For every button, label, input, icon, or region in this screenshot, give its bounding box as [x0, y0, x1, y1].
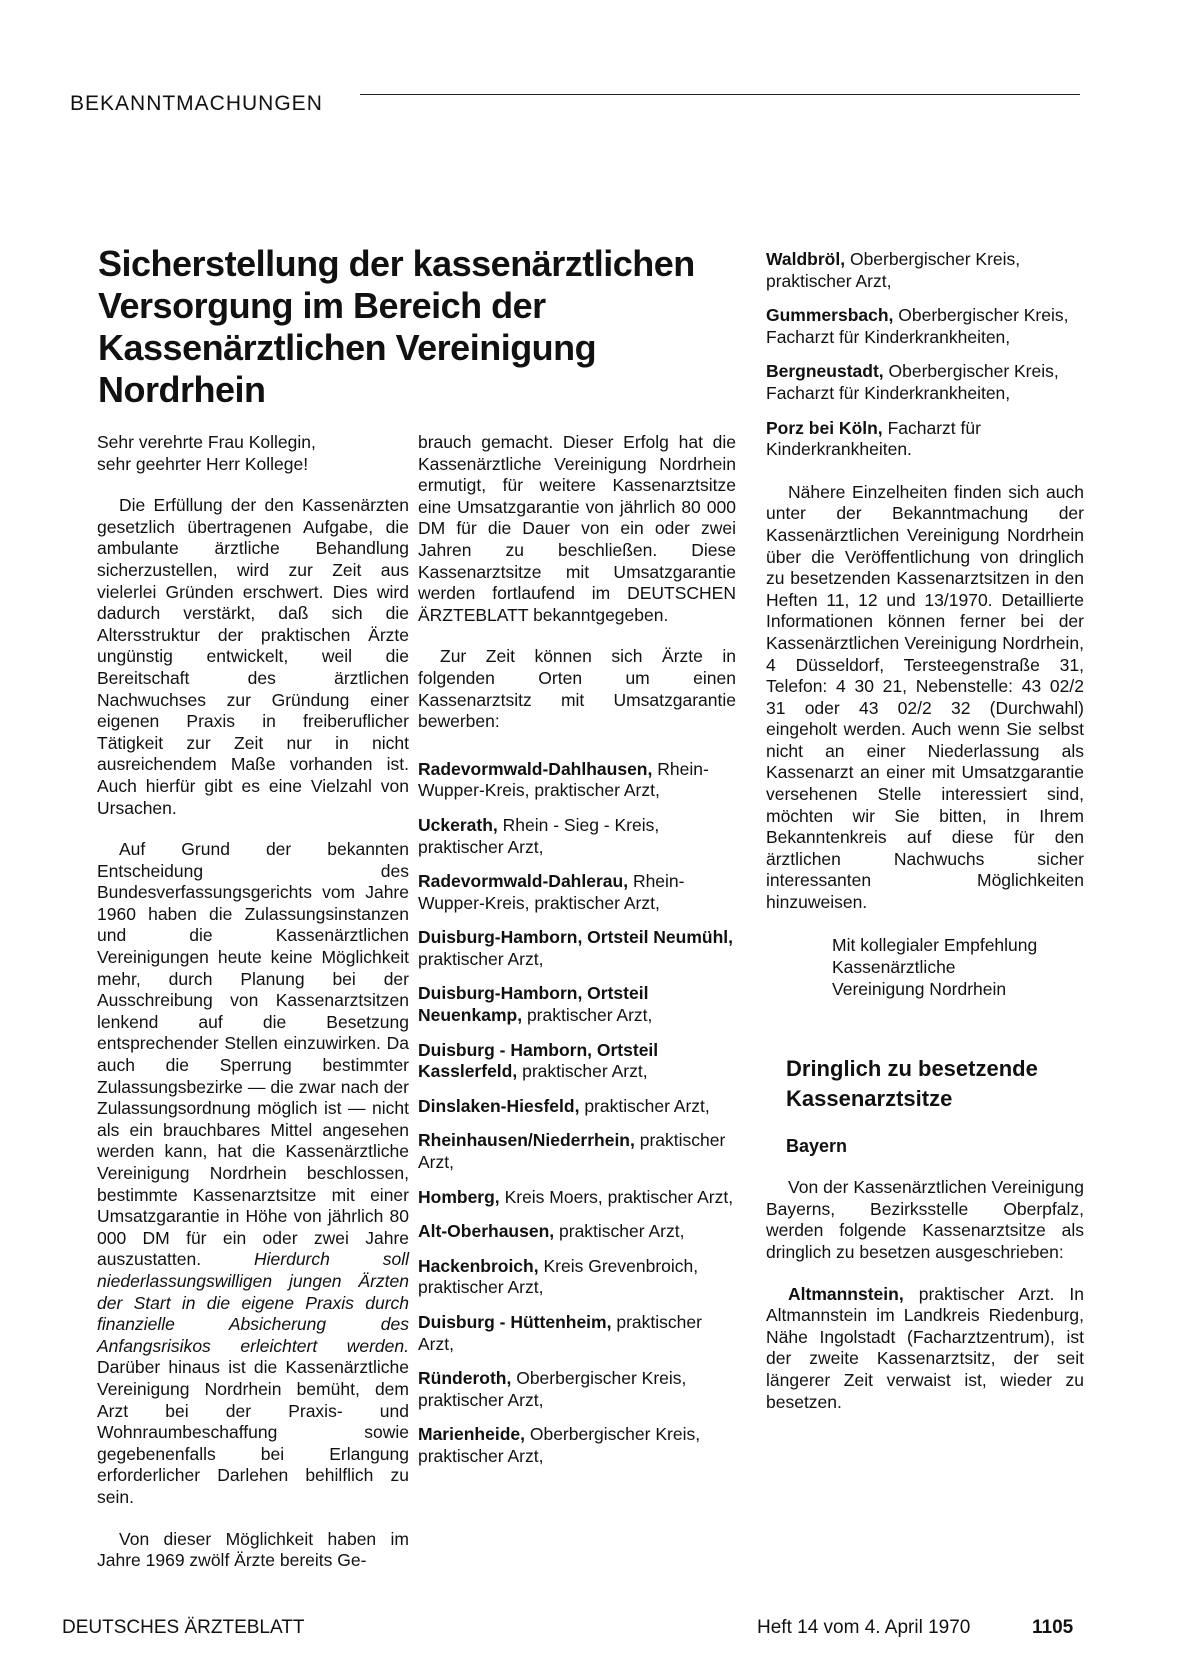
- publication-name: DEUTSCHES ÄRZTEBLATT: [62, 1617, 305, 1638]
- location-place: Ründeroth,: [418, 1368, 512, 1389]
- location-entry: [418, 871, 736, 914]
- location-detail: praktischer Arzt,: [584, 1095, 710, 1116]
- location-detail: Oberbergischer Kreis, praktischer Arzt,: [418, 1368, 687, 1410]
- location-place: Gummersbach,: [766, 305, 894, 326]
- location-entry: [418, 759, 736, 802]
- location-detail: Rhein-Wupper-Kreis, praktischer Arzt,: [418, 871, 685, 913]
- paragraph-2-text: Auf Grund der bekannten Entscheidung des Bundesverfassungsgerichts vom Jahre 1960 haben die Zulassungsinstanzen und die Kassenärztlichen Vereinigungen heute keine Möglichkeit mehr, durch Planung bei der Ausschreibung von Kassenarztsitzen lenkend auf die Besetzung entsprechender Stellen einzuwirken. Da auch die Sperrung bestimmter Zulassungsbezirke — die zwar nach der Zulassungsordnung möglich ist — nicht als ein brauchbares Mittel angesehen werden kann, hat die Kassenärztliche Vereinigung Nordrhein beschlossen, bestimmte Kassenarztsitze mit einer Umsatzgarantie in Höhe von jährlich 80 000 DM für ein oder zwei Jahre auszustatten.: [97, 839, 409, 1270]
- location-detail: praktischer Arzt,: [522, 1061, 648, 1082]
- paragraph-4: Zur Zeit können sich Ärzte in folgenden Orten um einen Kassenarztsitz mit Umsatzgarantie bewerben:: [418, 646, 736, 732]
- location-place: Radevormwald-Dahlerau,: [418, 871, 629, 892]
- location-entry: [766, 418, 1084, 461]
- signature-line-1: Mit kollegialer Empfehlung: [832, 934, 1038, 955]
- location-entry: [418, 927, 736, 970]
- location-entry: [418, 815, 736, 858]
- column-2: [418, 432, 736, 1481]
- location-place: Duisburg-Hamborn, Ortsteil Neuenkamp,: [418, 983, 649, 1026]
- location-place: Marienheide,: [418, 1424, 525, 1445]
- issue-info: Heft 14 vom 4. April 1970: [757, 1617, 971, 1638]
- location-entry: [418, 1424, 736, 1467]
- location-place: Uckerath,: [418, 814, 498, 835]
- location-entry: [418, 1256, 736, 1299]
- paragraph-5: Nähere Einzelheiten finden sich auch unter der Bekanntmachung der Kassenärztlichen Vereinigung Nordrhein über die Veröffentlichung von dringlich zu besetzenden Kassenarztsitzen in den Heften 11, 12 und 13/1970. Detaillierte Informationen können ferner bei der Kassenärztlichen Vereinigung Nordrhein, 4 Düsseldorf, Tersteegenstraße 31, Telefon: 4 30 21, Nebenstelle: 43 02/2 31 oder 43 02/2 32 (Durchwahl) eingeholt werden. Auch wenn Sie selbst nicht an einer Niederlassung als Kassenarzt an einer mit Umsatzgarantie versehenen Stelle interessiert sind, möchten wir Sie bitten, in Ihrem Bekanntenkreis auf diese für den ärztlichen Nachwuchs sicher interessanten Möglichkeiten hinzuweisen.: [766, 481, 1084, 913]
- location-detail: Oberbergischer Kreis, Facharzt für Kinderkrankheiten,: [766, 361, 1059, 403]
- paragraph-2: [97, 839, 409, 1508]
- location-detail: praktischer Arzt,: [559, 1221, 685, 1242]
- location-entry: [766, 361, 1084, 404]
- article-title: Sicherstellung der kassenärztlichen Versorgung im Bereich der Kassenärztlichen Vereinigung Nordrhein: [98, 243, 695, 410]
- location-entry: [418, 983, 736, 1026]
- signature-line-3: Vereinigung Nordrhein: [832, 978, 1007, 999]
- location-entry: [418, 1040, 736, 1083]
- column-3: [766, 249, 1084, 1413]
- entry-place: Altmannstein,: [788, 1283, 904, 1304]
- location-place: Rheinhausen/Niederrhein,: [418, 1130, 635, 1151]
- article-2-title: Dringlich zu besetzende Kassenarztsitze: [786, 1055, 1038, 1111]
- page-number: 1105: [1032, 1617, 1074, 1638]
- location-detail: Kreis Moers, praktischer Arzt,: [504, 1186, 734, 1207]
- paragraph-1: Die Erfüllung der den Kassenärzten gesetzlich übertragenen Aufgabe, die ambulante ärztliche Behandlung sicherzustellen, wird zur Zeit aus vielerlei Gründen erschwert. Dies wird dadurch verstärkt, daß sich die Altersstruktur der praktischen Ärzte ungünstig entwickelt, weil die Bereitschaft des ärztlichen Nachwuchses zur Gründung einer eigenen Praxis in freiberuflicher Tätigkeit zur Zeit nur in nicht ausreichendem Maße vorhanden ist. Auch hierfür gibt es eine Vielzahl von Ursachen.: [97, 495, 409, 818]
- location-detail: Facharzt für Kinderkrankheiten.: [766, 417, 981, 460]
- location-detail: Oberbergischer Kreis, praktischer Arzt,: [418, 1424, 701, 1466]
- column-1: [97, 432, 409, 1572]
- location-detail: Kreis Grevenbroich, praktischer Arzt,: [418, 1255, 699, 1298]
- location-detail: Rhein - Sieg - Kreis, praktischer Arzt,: [418, 814, 660, 857]
- location-entry: [418, 1096, 736, 1118]
- location-detail: praktischer Arzt,: [418, 1312, 702, 1354]
- location-place: Waldbröl,: [766, 249, 846, 269]
- paragraph-3-end: brauch gemacht. Dieser Erfolg hat die Kassenärztliche Vereinigung Nordrhein ermutigt, für weitere Kassenarztsitze eine Umsatzgarantie von jährlich 80 000 DM für die Dauer von ein oder zwei Jahren zu beschließen. Diese Kassenarztsitze mit Umsatzgarantie werden fortlaufend im DEUTSCHEN ÄRZTEBLATT bekanntgegeben.: [418, 432, 736, 625]
- location-place: Duisburg - Hüttenheim,: [418, 1312, 612, 1332]
- location-detail: praktischer Arzt,: [526, 1005, 653, 1026]
- location-place: Duisburg - Hamborn, Ortsteil Kasslerfeld,: [418, 1039, 659, 1082]
- location-place: Dinslaken-Hiesfeld,: [418, 1095, 580, 1116]
- location-detail: praktischer Arzt,: [418, 1130, 726, 1173]
- location-detail: Oberbergischer Kreis, praktischer Arzt,: [766, 249, 1021, 291]
- location-entry: [418, 1368, 736, 1411]
- location-detail: Rhein-Wupper-Kreis, praktischer Arzt,: [418, 758, 709, 801]
- location-entry: [766, 249, 1084, 292]
- location-place: Porz bei Köln,: [766, 417, 883, 438]
- location-place: Duisburg-Hamborn, Ortsteil Neumühl,: [418, 927, 734, 948]
- location-place: Hackenbroich,: [418, 1255, 539, 1276]
- header-rule: [360, 94, 1080, 95]
- location-detail: Oberbergischer Kreis, Facharzt für Kinderkrankheiten,: [766, 305, 1069, 347]
- entry-detail: praktischer Arzt. In Altmannstein im Landkreis Riedenburg, Nähe Ingolstadt (Facharztzentrum), ist der zweite Kassenarztsitz, der seit längerer Zeit verwaist ist, wieder zu besetzen.: [766, 1283, 1084, 1412]
- location-place: Homberg,: [418, 1186, 500, 1207]
- article-2-paragraph-1: Von der Kassenärztlichen Vereinigung Bayerns, Bezirksstelle Oberpfalz, werden folgende Kassenarztsitze als dringlich zu besetzen ausgeschrieben:: [766, 1177, 1084, 1262]
- signature: [832, 934, 1084, 1000]
- location-place: Bergneustadt,: [766, 361, 884, 382]
- salutation-line-1: Sehr verehrte Frau Kollegin,: [97, 432, 316, 452]
- location-entry: [418, 1221, 736, 1243]
- location-place: Alt-Oberhausen,: [418, 1221, 555, 1242]
- location-entry: [766, 305, 1084, 348]
- article-2-entry: [766, 1284, 1084, 1414]
- salutation-line-2: sehr geehrter Herr Kollege!: [97, 453, 309, 474]
- location-entry: [418, 1130, 736, 1173]
- section-label: BEKANNTMACHUNGEN: [70, 92, 323, 115]
- paragraph-3-start: Von dieser Möglichkeit haben im Jahre 1969 zwölf Ärzte bereits Ge-: [97, 1528, 409, 1571]
- location-detail: praktischer Arzt,: [418, 948, 544, 969]
- paragraph-2-tail: Darüber hinaus ist die Kassenärztliche Vereinigung Nordrhein bemüht, dem Arzt bei der Praxis- und Wohnraumbeschaffung sowie gegebenenfalls bei Erlangung erforderlicher Darlehen behilflich zu sein.: [97, 1357, 409, 1507]
- signature-line-2: Kassenärztliche: [832, 956, 956, 977]
- salutation: [97, 432, 409, 475]
- paragraph-2-italic: Hierdurch soll niederlassungswilligen jungen Ärzten der Start in die eigene Praxis durch finanzielle Absicherung des Anfangsrisikos erleichtert werden.: [97, 1249, 409, 1356]
- location-entry: [418, 1187, 736, 1209]
- location-place: Radevormwald-Dahlhausen,: [418, 758, 653, 779]
- location-entry: [418, 1312, 736, 1355]
- region-heading: Bayern: [786, 1135, 848, 1156]
